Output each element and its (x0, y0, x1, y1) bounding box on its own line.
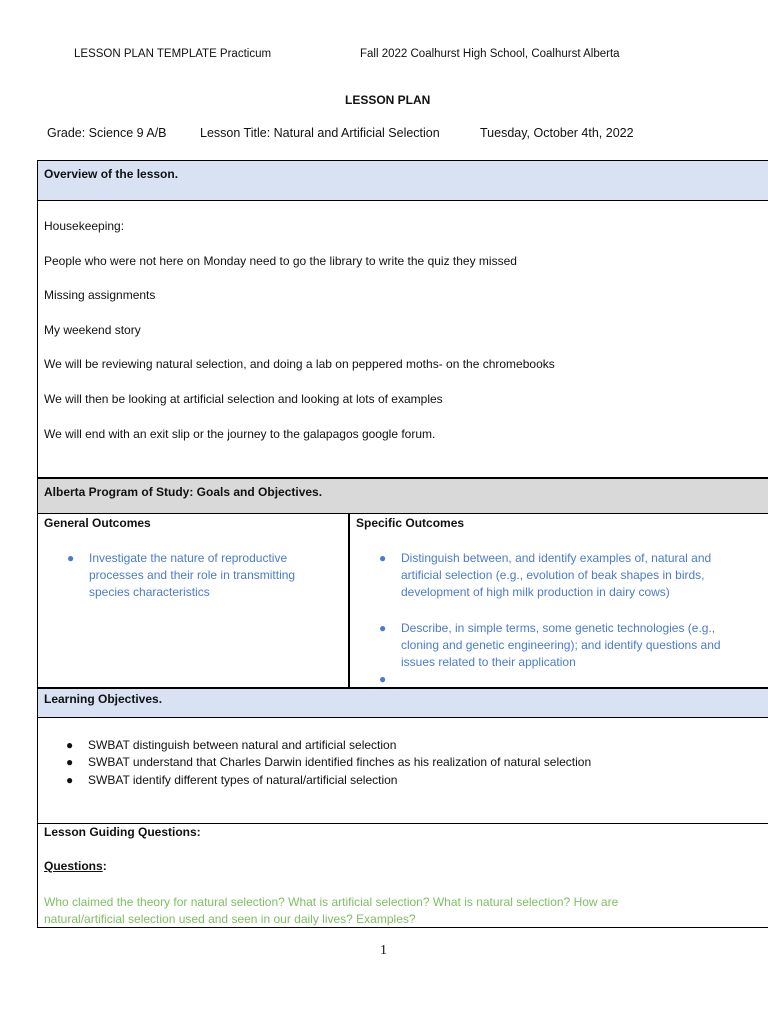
overview-heading: Overview of the lesson. (38, 161, 768, 201)
specific-outcomes-heading: Specific Outcomes (356, 516, 465, 530)
section-divider (38, 823, 768, 824)
lesson-date: Tuesday, October 4th, 2022 (480, 126, 634, 140)
specific-outcome-text: Describe, in simple terms, some genetic technologies (e.g., cloning and genetic engineering); and identify questions and issues related to their application (401, 621, 721, 669)
bullet-icon: ● (66, 738, 74, 752)
questions-colon: : (102, 859, 107, 873)
general-outcome-text: Investigate the nature of reproductive processes and their role in transmitting species characteristics (89, 551, 296, 599)
overview-line: We will end with an exit slip or the journey to the galapagos google forum. (44, 427, 436, 441)
overview-line: Missing assignments (44, 288, 156, 302)
bullet-icon: ● (66, 773, 74, 787)
column-divider (348, 514, 350, 689)
objective-item (66, 754, 592, 771)
guiding-questions-text: Who claimed the theory for natural selection? What is artificial selection? What is natural selection? How are natural/artificial selection used and seen in our daily lives? Examples? (44, 895, 619, 926)
objective-item (66, 772, 398, 789)
bullet-icon: ● (66, 755, 74, 769)
specific-outcome-item (379, 620, 751, 671)
overview-line: My weekend story (44, 323, 141, 337)
overview-line: People who were not here on Monday need to go the library to write the quiz they missed (44, 254, 517, 268)
overview-line: We will then be looking at artificial selection and looking at lots of examples (44, 392, 443, 406)
page-title: LESSON PLAN (345, 93, 431, 107)
overview-line: We will be reviewing natural selection, and doing a lab on peppered moths- on the chromebooks (44, 357, 555, 371)
questions-label: Questions (44, 859, 103, 873)
bullet-icon: ● (67, 551, 75, 565)
grade-label: Grade: Science 9 A/B (47, 126, 167, 140)
bullet-icon: ● (379, 551, 387, 565)
bullet-icon: ● (379, 621, 387, 635)
general-outcome-item (67, 550, 319, 601)
lesson-plan-table (37, 160, 768, 928)
specific-outcome-item (379, 550, 746, 601)
objective-text: SWBAT understand that Charles Darwin identified finches as his realization of natural selection (88, 755, 592, 769)
school-label: Fall 2022 Coalhurst High School, Coalhurst Alberta (360, 48, 620, 60)
lesson-title: Lesson Title: Natural and Artificial Selection (200, 126, 440, 140)
overview-line: Housekeeping: (44, 219, 125, 233)
objective-item (66, 737, 397, 754)
objectives-heading: Learning Objectives. (38, 689, 768, 718)
template-label: LESSON PLAN TEMPLATE Practicum (74, 48, 272, 60)
bullet-icon: ● (379, 672, 387, 686)
specific-outcome-text: Distinguish between, and identify examples of, natural and artificial selection (e.g., evolution of beak shapes in birds, development of high milk production in dairy cows) (401, 551, 712, 599)
questions-label-row (44, 859, 107, 873)
page-number: 1 (380, 943, 387, 958)
objective-text: SWBAT distinguish between natural and artificial selection (88, 738, 397, 752)
guiding-questions-heading: Lesson Guiding Questions: (44, 825, 201, 839)
program-heading: Alberta Program of Study: Goals and Objectives. (38, 479, 768, 514)
general-outcomes-heading: General Outcomes (44, 516, 151, 530)
objective-text: SWBAT identify different types of natural/artificial selection (88, 773, 398, 787)
